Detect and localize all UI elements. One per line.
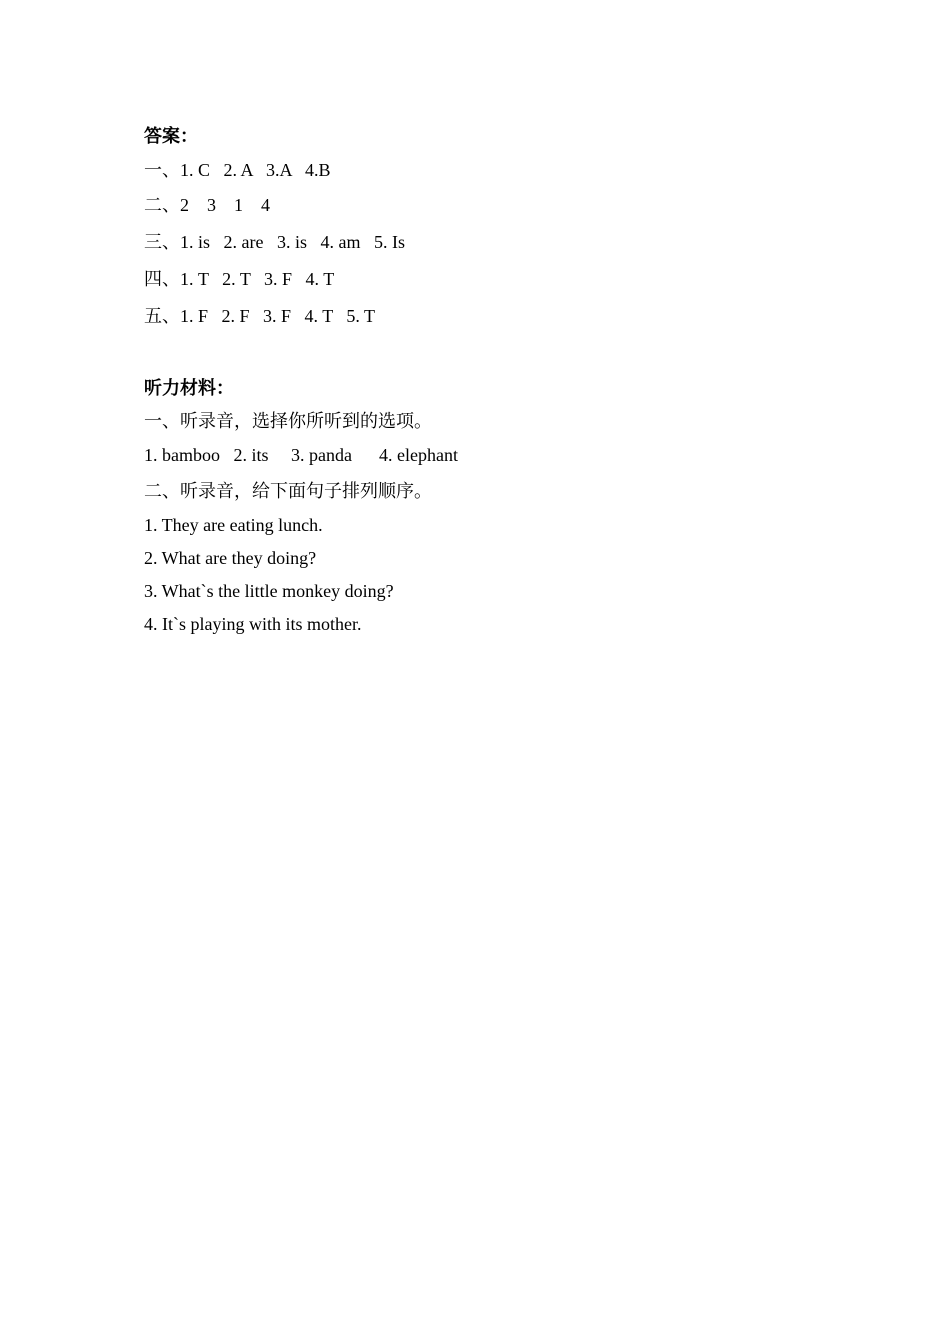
answers-heading: 答案： xyxy=(144,126,198,146)
listening-section-1-items: 1. bamboo 2. its 3. panda 4. elephant xyxy=(144,445,458,465)
listening-sentence-2: 2. What are they doing? xyxy=(144,548,317,568)
listening-sentence-3: 3. What`s the little monkey doing? xyxy=(144,581,394,601)
listening-sentence-4: 4. It`s playing with its mother. xyxy=(144,614,362,634)
listening-section-1-title: 一、听录音，选择你所听到的选项。 xyxy=(144,411,432,431)
answer-line-5: 五、1. F 2. F 3. F 4. T 5. T xyxy=(144,306,376,326)
answer-line-2: 二、2 3 1 4 xyxy=(144,195,270,215)
answer-line-4: 四、1. T 2. T 3. F 4. T xyxy=(144,269,335,289)
listening-heading: 听力材料： xyxy=(144,378,234,398)
listening-sentence-1: 1. They are eating lunch. xyxy=(144,515,323,535)
listening-section-2-title: 二、听录音，给下面句子排列顺序。 xyxy=(144,481,432,501)
answer-line-3: 三、1. is 2. are 3. is 4. am 5. Is xyxy=(144,232,405,252)
answer-line-1: 一、1. C 2. A 3.A 4.B xyxy=(144,160,331,180)
